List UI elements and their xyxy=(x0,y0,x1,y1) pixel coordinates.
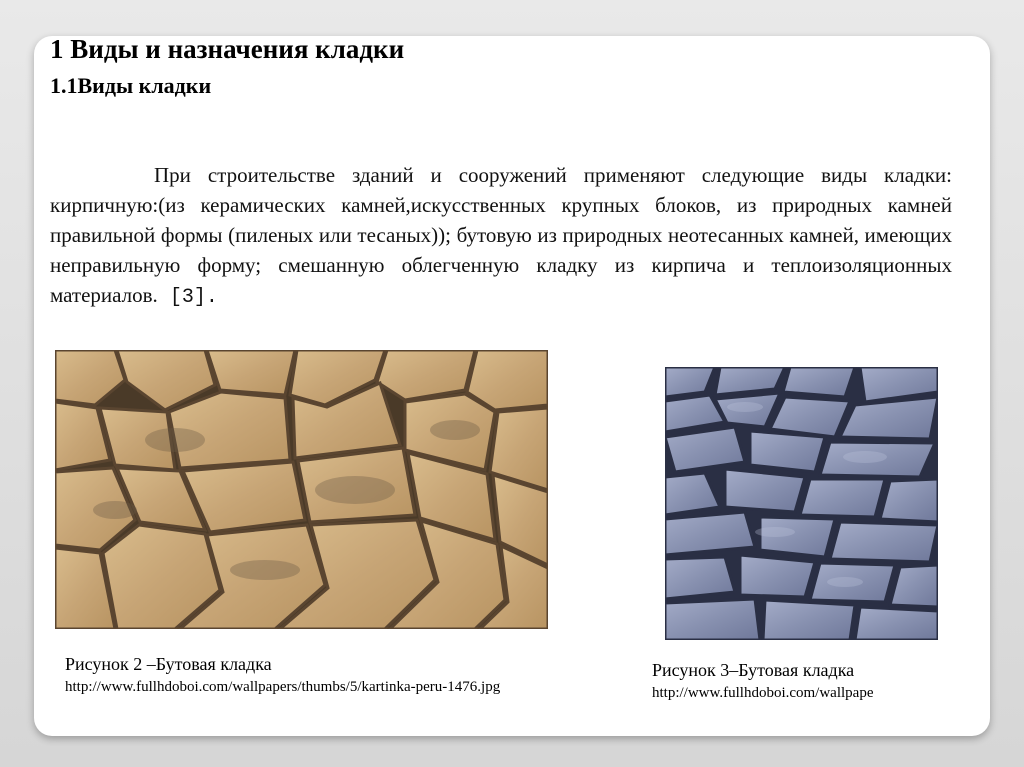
slate-stone-wall-photo xyxy=(665,367,938,640)
slide-title: 1 Виды и назначения кладки xyxy=(50,34,405,64)
figure-3-url: http://www.fullhdoboi.com/wallpape xyxy=(652,685,874,701)
figure-2-title: Рисунок 2 –Бутовая кладка xyxy=(65,654,272,674)
figure-3-caption xyxy=(652,658,982,704)
reference-citation: [3]. xyxy=(157,286,218,309)
body-paragraph xyxy=(50,160,952,313)
figure-2-caption xyxy=(65,652,545,698)
sandstone-polygonal-wall-photo xyxy=(55,350,548,629)
figure-3-title: Рисунок 3–Бутовая кладка xyxy=(652,660,855,680)
slide-subtitle: 1.1Виды кладки xyxy=(50,73,212,98)
body-paragraph-text: При строительстве зданий и сооружений применяют следующие виды кладки: кирпичную:(из керамических камней,искусственных крупных блоков, из природных камней правильной формы (пиленых или тесаных)); бутовую из природных неотесанных камней, имеющих неправильную форму; смешанную облегченную кладку из кирпича и теплоизоляционных материалов. xyxy=(50,163,952,307)
figure-2-url: http://www.fullhdoboi.com/wallpapers/thumbs/5/kartinka-peru-1476.jpg xyxy=(65,679,501,695)
